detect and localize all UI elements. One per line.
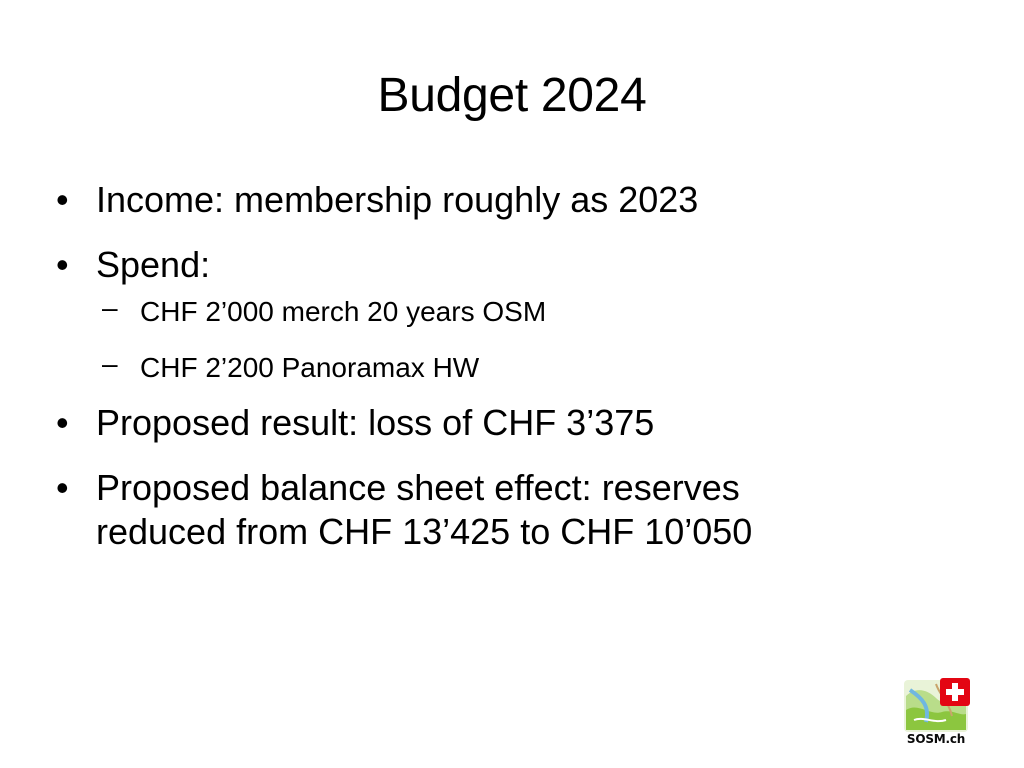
bullet-item-income (56, 178, 956, 222)
bullet-marker: • (56, 402, 69, 443)
bullet-marker: • (56, 179, 69, 220)
sub-bullet-text: CHF 2’000 merch 20 years OSM (140, 296, 547, 327)
sub-bullet-item-panoramax (56, 348, 956, 385)
bullet-item-balance (56, 466, 876, 554)
bullet-text: Proposed balance sheet effect: reserves reduced from CHF 13’425 to CHF 10’050 (96, 467, 753, 552)
dash-marker: – (102, 348, 118, 379)
bullet-text: Proposed result: loss of CHF 3’375 (96, 402, 655, 443)
bullet-text: Spend: (96, 244, 211, 285)
sub-bullet-group (56, 292, 956, 385)
swiss-osm-map-icon (900, 676, 972, 734)
sub-bullet-text: CHF 2’200 Panoramax HW (140, 352, 480, 383)
sub-bullet-list (56, 292, 956, 385)
bullet-marker: • (56, 244, 69, 285)
bullet-item-result (56, 401, 956, 445)
slide-title: Budget 2024 (377, 69, 647, 122)
dash-marker: – (102, 292, 118, 323)
logo-text: SOSM.ch (906, 732, 966, 746)
sub-bullet-item-merch (56, 292, 956, 329)
bullet-marker: • (56, 467, 69, 508)
bullet-list (56, 178, 956, 575)
bullet-item-spend (56, 243, 956, 287)
sosm-logo (900, 676, 972, 748)
bullet-text: Income: membership roughly as 2023 (96, 179, 699, 220)
